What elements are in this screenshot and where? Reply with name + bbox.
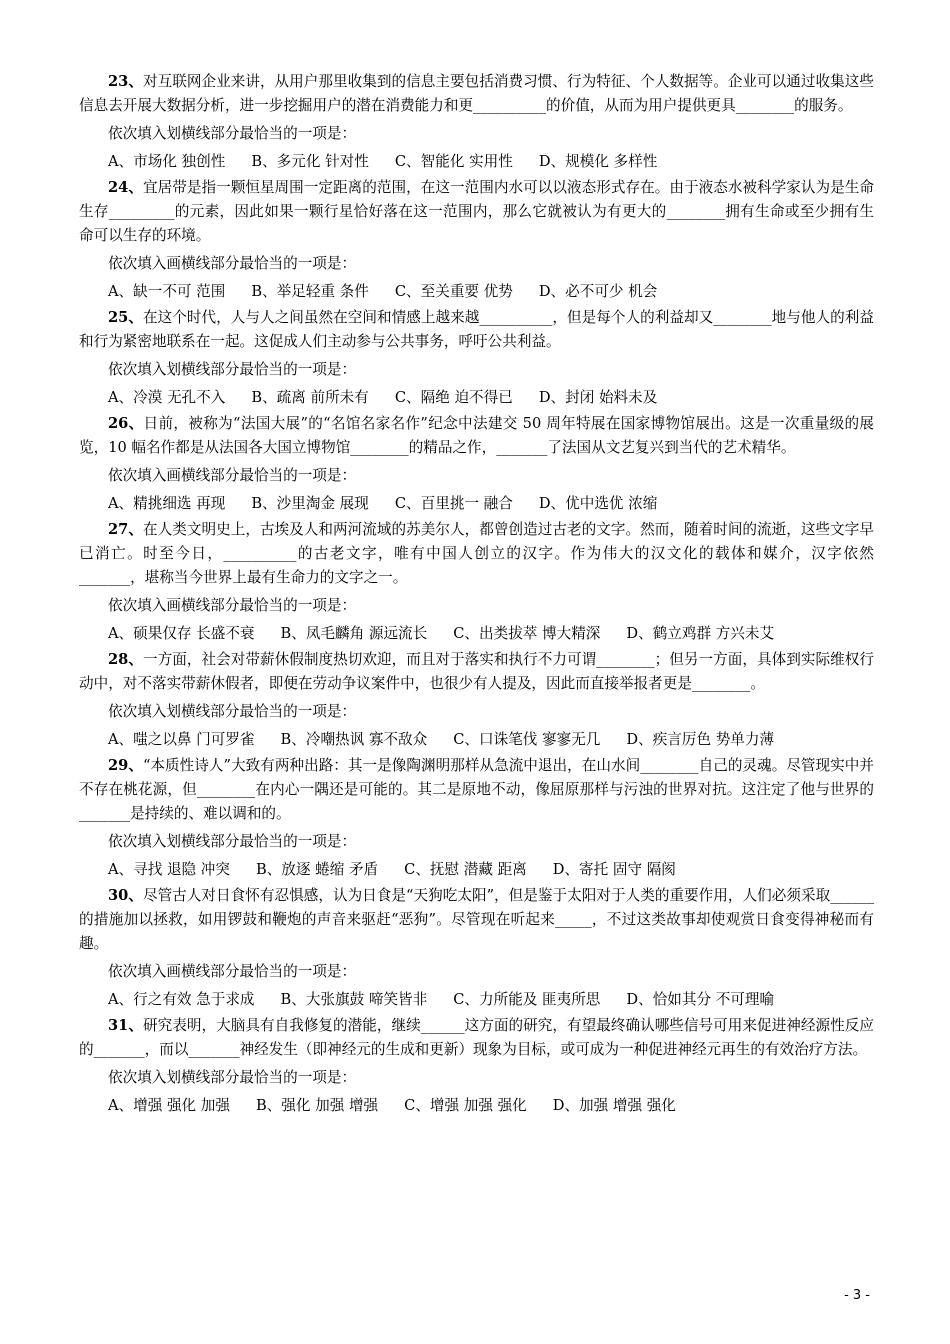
- question-stem: 研究表明，大脑具有自我修复的潜能，继续______这方面的研究，有望最终确认哪些信号可用来促进神经源性反应的_______，而以_______神经发生（即神经元的生成和更新）现象为目标，或可成为一种促进神经元再生的有效治疗方法。: [79, 1017, 874, 1058]
- answer-options: [79, 492, 874, 516]
- question-prompt: 依次填入画横线部分最恰当的一项是：: [108, 467, 357, 484]
- option-b: B、沙里淘金 展现: [251, 495, 369, 512]
- option-a: A、冷漠 无孔不入: [108, 389, 226, 406]
- answer-options: [79, 386, 874, 410]
- question-stem: 在人类文明史上，古埃及人和两河流域的苏美尔人，都曾创造过古老的文字。然而，随着时间的流逝，这些文字早已消亡。时至今日，__________的古老文字，唯有中国人创立的汉字。作为伟大的汉文化的载体和媒介，汉字依然_______，堪称当今世界上最有生命力的文字之一。: [79, 521, 874, 586]
- answer-options: [79, 858, 874, 882]
- option-d: D、鹤立鸡群 方兴未艾: [626, 625, 775, 642]
- option-a: A、市场化 独创性: [108, 153, 226, 170]
- option-c: C、抚慰 潜藏 距离: [404, 861, 527, 878]
- option-b: B、凤毛麟角 源远流长: [280, 625, 428, 642]
- question-number: 26、: [108, 415, 144, 432]
- question-28: [79, 648, 874, 752]
- option-a: A、缺一不可 范围: [108, 283, 226, 300]
- option-b: B、多元化 针对性: [251, 153, 369, 170]
- question-prompt: 依次填入画横线部分最恰当的一项是：: [108, 255, 357, 272]
- question-25: [79, 306, 874, 410]
- question-number: 28、: [108, 651, 143, 668]
- question-number: 27、: [108, 521, 143, 538]
- option-c: C、智能化 实用性: [394, 153, 513, 170]
- question-number: 24、: [108, 179, 143, 196]
- exam-page: [79, 70, 874, 1120]
- question-24: [79, 176, 874, 304]
- question-31: [79, 1014, 874, 1118]
- answer-options: [79, 622, 874, 646]
- option-c: C、力所能及 匪夷所思: [453, 991, 601, 1008]
- option-a: A、硕果仅存 长盛不衰: [108, 625, 255, 642]
- question-number: 31、: [108, 1017, 143, 1034]
- question-23: [79, 70, 874, 174]
- question-prompt: 依次填入画横线部分最恰当的一项是：: [108, 597, 357, 614]
- question-number: 30、: [108, 887, 143, 904]
- option-b: B、冷嘲热讽 寡不敌众: [280, 731, 428, 748]
- option-c: C、隔绝 迫不得已: [394, 389, 513, 406]
- option-a: A、增强 强化 加强: [108, 1097, 230, 1114]
- option-c: C、百里挑一 融合: [394, 495, 513, 512]
- option-c: C、口诛笔伐 寥寥无几: [453, 731, 601, 748]
- question-stem: 一方面，社会对带薪休假制度热切欢迎，而且对于落实和执行不力可谓________；但另一方面，具体到实际维权行动中，对不落实带薪休假者，即便在劳动争议案件中，也很少有人提及，因此而直接举报者更是________。: [79, 651, 874, 692]
- page-number: - 3 -: [844, 1288, 870, 1303]
- option-d: D、疾言厉色 势单力薄: [626, 731, 775, 748]
- question-29: [79, 754, 874, 882]
- option-d: D、规模化 多样性: [538, 153, 658, 170]
- question-number: 23、: [108, 73, 143, 90]
- answer-options: [79, 988, 874, 1012]
- question-number: 25、: [108, 309, 143, 326]
- option-b: B、大张旗鼓 啼笑皆非: [280, 991, 428, 1008]
- option-d: D、寄托 固守 隔阂: [552, 861, 676, 878]
- question-prompt: 依次填入划横线部分最恰当的一项是：: [108, 1069, 357, 1086]
- question-number: 29、: [108, 757, 143, 774]
- option-a: A、行之有效 急于求成: [108, 991, 255, 1008]
- answer-options: [79, 728, 874, 752]
- option-b: B、放逐 蜷缩 矛盾: [255, 861, 379, 878]
- question-prompt: 依次填入划横线部分最恰当的一项是：: [108, 703, 357, 720]
- question-26: [79, 412, 874, 516]
- question-stem: 对互联网企业来讲，从用户那里收集到的信息主要包括消费习惯、行为特征、个人数据等。企业可以通过收集这些信息去开展大数据分析，进一步挖掘用户的潜在消费能力和更__________的价值，从而为用户提供更具________的服务。: [79, 73, 874, 114]
- option-d: D、加强 增强 强化: [552, 1097, 676, 1114]
- answer-options: [79, 150, 874, 174]
- question-prompt: 依次填入划横线部分最恰当的一项是：: [108, 361, 357, 378]
- option-d: D、恰如其分 不可理喻: [626, 991, 775, 1008]
- question-stem: 宜居带是指一颗恒星周围一定距离的范围，在这一范围内水可以以液态形式存在。由于液态水被科学家认为是生命生存_________的元素，因此如果一颗行星恰好落在这一范围内，那么它就被认为有更大的________拥有生命或至少拥有生命可以生存的环境。: [79, 179, 874, 244]
- option-b: B、疏离 前所未有: [251, 389, 369, 406]
- option-a: A、寻找 退隐 冲突: [108, 861, 230, 878]
- option-c: C、出类拔萃 博大精深: [453, 625, 601, 642]
- option-a: A、精挑细选 再现: [108, 495, 226, 512]
- question-stem: 尽管古人对日食怀有忍惧感，认为日食是“天狗吃太阳”，但是鉴于太阳对于人类的重要作用，人们必须采取______的措施加以拯救，如用锣鼓和鞭炮的声音来驱赶“恶狗”。尽管现在听起来_____，不过这类故事却使观赏日食变得神秘而有趣。: [79, 887, 874, 952]
- option-c: C、至关重要 优势: [394, 283, 513, 300]
- answer-options: [79, 1094, 874, 1118]
- question-prompt: 依次填入划横线部分最恰当的一项是：: [108, 833, 357, 850]
- option-b: B、举足轻重 条件: [251, 283, 369, 300]
- question-prompt: 依次填入画横线部分最恰当的一项是：: [108, 963, 357, 980]
- question-stem: 在这个时代，人与人之间虽然在空间和情感上越来越__________，但是每个人的利益却又________地与他人的利益和行为紧密地联系在一起。这促成人们主动参与公共事务，呼吁公共利益。: [79, 309, 874, 350]
- option-c: C、增强 加强 强化: [404, 1097, 527, 1114]
- question-27: [79, 518, 874, 646]
- answer-options: [79, 280, 874, 304]
- question-prompt: 依次填入划横线部分最恰当的一项是：: [108, 125, 357, 142]
- question-stem: “本质性诗人”大致有两种出路：其一是像陶渊明那样从急流中退出，在山水间________自己的灵魂。尽管现实中并不存在桃花源，但________在内心一隅还是可能的。其二是原地不动，像屈原那样与污浊的世界对抗。这注定了他与世界的_______是持续的、难以调和的。: [79, 757, 874, 822]
- option-b: B、强化 加强 增强: [255, 1097, 379, 1114]
- question-stem: 日前，被称为“法国大展”的“名馆名家名作”纪念中法建交 50 周年特展在国家博物馆展出。这是一次重量级的展览，10 幅名作都是从法国各大国立博物馆________的精品之作，_______了法国从文艺复兴到当代的艺术精华。: [79, 415, 874, 456]
- option-a: A、嗤之以鼻 门可罗雀: [108, 731, 255, 748]
- option-d: D、优中选优 浓缩: [538, 495, 658, 512]
- question-30: [79, 884, 874, 1012]
- option-d: D、必不可少 机会: [538, 283, 658, 300]
- option-d: D、封闭 始料未及: [538, 389, 658, 406]
